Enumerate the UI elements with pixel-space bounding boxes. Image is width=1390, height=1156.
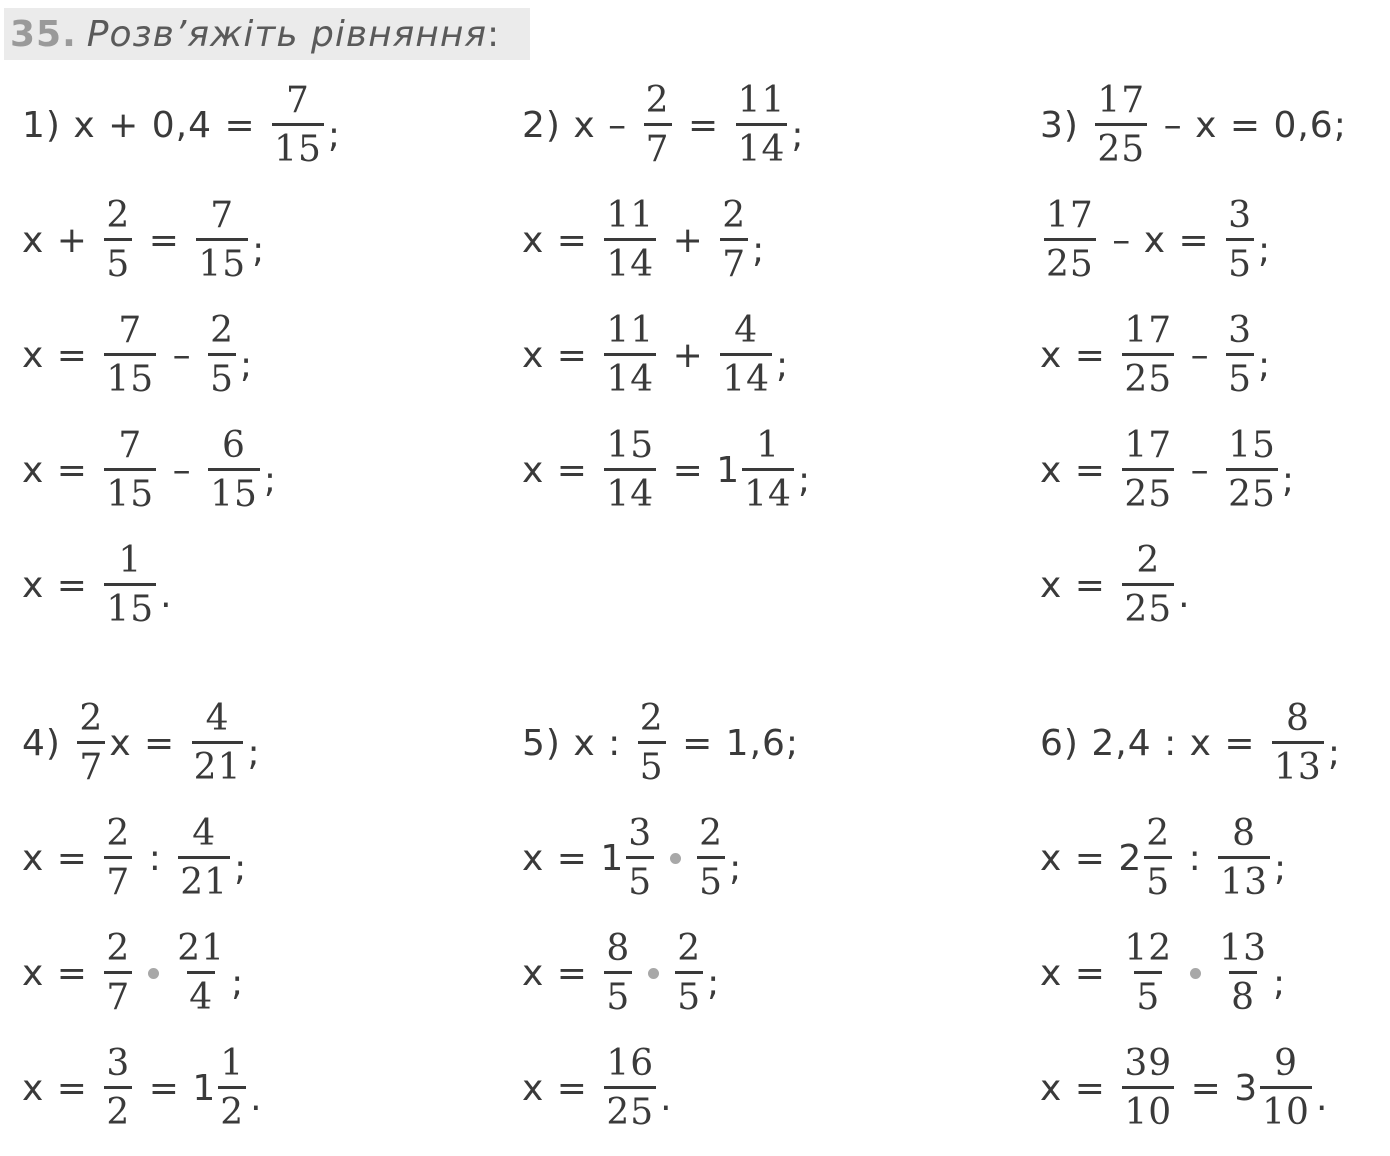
punctuation: . xyxy=(250,1078,263,1119)
fraction-numerator: 2 xyxy=(1146,812,1171,854)
fraction-numerator: 39 xyxy=(1124,1042,1173,1084)
punctuation: ; xyxy=(247,733,261,774)
fraction xyxy=(104,812,132,903)
fraction-denominator: 25 xyxy=(1122,468,1174,513)
equation-line xyxy=(522,310,789,400)
fraction-denominator: 15 xyxy=(208,468,260,513)
fraction-numerator: 15 xyxy=(606,424,655,466)
fraction-denominator: 13 xyxy=(1218,856,1270,901)
fraction-numerator: 8 xyxy=(1232,812,1257,854)
equation-text: 2) x – xyxy=(522,104,640,146)
fraction-numerator: 1 xyxy=(118,539,143,581)
fraction-numerator: 17 xyxy=(1124,424,1173,466)
fraction xyxy=(720,309,772,400)
punctuation: ; xyxy=(239,345,254,386)
fraction-denominator: 14 xyxy=(604,238,656,283)
punctuation: ; xyxy=(234,848,248,889)
fraction-numerator: 17 xyxy=(1124,309,1173,351)
fraction xyxy=(272,79,324,170)
fraction xyxy=(218,1042,246,1133)
fraction-denominator: 5 xyxy=(626,856,654,901)
fraction xyxy=(1122,927,1174,1018)
fraction-numerator: 7 xyxy=(118,309,143,351)
fraction-denominator: 10 xyxy=(1260,1086,1312,1131)
equation-line xyxy=(22,80,341,170)
fraction-denominator: 5 xyxy=(675,971,703,1016)
equation-text: x = xyxy=(109,722,188,764)
fraction xyxy=(1122,424,1174,515)
equation-text: 5) x : xyxy=(522,722,634,764)
equation-text: = xyxy=(136,1067,193,1109)
multiply-dot-icon xyxy=(148,968,159,979)
fraction xyxy=(104,424,156,515)
fraction-denominator: 8 xyxy=(1229,971,1257,1016)
punctuation: ; xyxy=(776,345,790,386)
punctuation: ; xyxy=(1327,733,1341,774)
fraction-numerator: 2 xyxy=(79,697,104,739)
fraction xyxy=(675,927,703,1018)
punctuation: ; xyxy=(1272,963,1287,1004)
fraction xyxy=(196,194,248,285)
punctuation: ; xyxy=(707,963,721,1004)
fraction xyxy=(1217,927,1269,1018)
equation-text: x = xyxy=(1040,1067,1119,1109)
fraction-numerator: 2 xyxy=(639,697,664,739)
exercise-colon: : xyxy=(487,13,501,55)
equation-line xyxy=(522,813,742,903)
equation-text: x = xyxy=(1040,952,1119,994)
fraction xyxy=(192,697,244,788)
fraction-denominator: 25 xyxy=(1122,583,1174,628)
equation-text: x = xyxy=(522,1067,601,1109)
fraction-denominator: 21 xyxy=(192,741,244,786)
equation-text: 4) xyxy=(22,722,74,764)
equation-text: = xyxy=(660,449,717,491)
fraction xyxy=(208,309,236,400)
equation-line xyxy=(522,928,720,1018)
mixed-number-whole: 3 xyxy=(1234,1067,1259,1109)
punctuation: . xyxy=(160,575,173,616)
equation-line xyxy=(22,813,247,903)
exercise-number: 35. xyxy=(10,13,77,55)
fraction-numerator: 2 xyxy=(722,194,747,236)
equation-text: x = xyxy=(22,952,101,994)
fraction xyxy=(736,79,788,170)
equation-text: x = xyxy=(22,449,101,491)
punctuation: ; xyxy=(263,460,278,501)
fraction xyxy=(1044,194,1096,285)
fraction-denominator: 14 xyxy=(604,353,656,398)
fraction-numerator: 17 xyxy=(1046,194,1094,236)
fraction-denominator: 7 xyxy=(77,741,105,786)
fraction xyxy=(1272,697,1324,788)
fraction-numerator: 11 xyxy=(606,309,655,351)
fraction-numerator: 2 xyxy=(210,309,234,351)
fraction-denominator: 14 xyxy=(720,353,772,398)
equation-line xyxy=(522,1043,673,1133)
fraction-denominator: 5 xyxy=(104,238,132,283)
equation-text: + xyxy=(660,334,717,376)
fraction-denominator: 25 xyxy=(1122,353,1174,398)
fraction-denominator: 5 xyxy=(1134,971,1162,1016)
fraction xyxy=(742,424,794,515)
fraction xyxy=(1144,812,1172,903)
equation-text: = xyxy=(136,219,193,261)
multiply-dot-icon xyxy=(670,853,681,864)
punctuation: ; xyxy=(1257,230,1272,271)
fraction-numerator: 15 xyxy=(1228,424,1276,466)
equation-line xyxy=(22,195,265,285)
equation-text: x = xyxy=(22,1067,101,1109)
fraction xyxy=(1260,1042,1312,1133)
fraction-numerator: 4 xyxy=(734,309,759,351)
fraction-denominator: 13 xyxy=(1272,741,1324,786)
fraction-denominator: 7 xyxy=(104,856,132,901)
equation-text: – xyxy=(1178,334,1223,376)
fraction xyxy=(604,309,656,400)
equation-line xyxy=(1040,195,1271,285)
fraction-denominator: 15 xyxy=(272,123,324,168)
fraction-denominator: 7 xyxy=(644,123,672,168)
fraction-numerator: 11 xyxy=(606,194,655,236)
equation-line xyxy=(1040,310,1271,400)
fraction-denominator: 5 xyxy=(1226,353,1254,398)
equation-text: = 1,6; xyxy=(669,722,800,764)
fraction xyxy=(604,194,656,285)
fraction xyxy=(1226,309,1254,400)
equation-line xyxy=(22,540,173,630)
equation-line xyxy=(22,1043,263,1133)
equation-text: x = xyxy=(1040,334,1119,376)
fraction-numerator: 8 xyxy=(606,927,631,969)
equation-text: x = xyxy=(1040,449,1119,491)
fraction-numerator: 3 xyxy=(106,1042,131,1084)
fraction-numerator: 2 xyxy=(699,812,724,854)
multiply-dot-icon xyxy=(648,968,659,979)
fraction xyxy=(720,194,748,285)
fraction-numerator: 2 xyxy=(645,79,670,121)
equation-text: – xyxy=(1178,449,1223,491)
equation-text: x = xyxy=(22,837,101,879)
punctuation: ; xyxy=(1281,460,1296,501)
fraction-numerator: 2 xyxy=(106,812,131,854)
fraction-denominator: 2 xyxy=(218,1086,246,1131)
mixed-number-whole: 1 xyxy=(600,837,625,879)
equation-text: x = xyxy=(522,334,601,376)
fraction-numerator: 13 xyxy=(1219,927,1267,969)
mixed-number-whole: 1 xyxy=(192,1067,217,1109)
fraction-denominator: 25 xyxy=(1226,468,1278,513)
exercise-instruction: Розв’яжіть рівняння xyxy=(86,13,488,55)
fraction-denominator: 5 xyxy=(1144,856,1172,901)
punctuation: . xyxy=(660,1078,673,1119)
equation-text: x = xyxy=(522,837,601,879)
fraction xyxy=(1122,539,1174,630)
fraction-numerator: 4 xyxy=(205,697,230,739)
fraction-numerator: 8 xyxy=(1285,697,1310,739)
equation-text: x = xyxy=(22,334,101,376)
fraction-numerator: 3 xyxy=(1228,309,1252,351)
equation-line xyxy=(22,310,253,400)
fraction-numerator: 7 xyxy=(118,424,143,466)
fraction xyxy=(104,194,132,285)
fraction-numerator: 6 xyxy=(222,424,246,466)
punctuation: ; xyxy=(1274,848,1288,889)
fraction xyxy=(208,424,260,515)
fraction-numerator: 2 xyxy=(677,927,702,969)
mixed-number-whole: 2 xyxy=(1118,837,1143,879)
fraction-numerator: 7 xyxy=(286,79,310,121)
fraction xyxy=(1122,309,1174,400)
punctuation: . xyxy=(1178,575,1191,616)
equation-line xyxy=(522,195,765,285)
equation-line xyxy=(1040,698,1341,788)
fraction-denominator: 7 xyxy=(104,971,132,1016)
equation-text: – xyxy=(160,334,205,376)
fraction-denominator: 21 xyxy=(178,856,230,901)
fraction-denominator: 14 xyxy=(736,123,788,168)
fraction-denominator: 7 xyxy=(720,238,748,283)
fraction xyxy=(175,927,227,1018)
fraction xyxy=(1218,812,1270,903)
equation-text: x = xyxy=(522,219,601,261)
equation-text: x = xyxy=(22,564,101,606)
fraction-denominator: 15 xyxy=(104,583,156,628)
equation-text: + xyxy=(660,219,717,261)
equation-line xyxy=(522,425,811,515)
punctuation: . xyxy=(1315,1078,1329,1119)
fraction xyxy=(604,927,632,1018)
fraction xyxy=(104,1042,132,1133)
fraction-denominator: 10 xyxy=(1122,1086,1174,1131)
fraction-numerator: 7 xyxy=(210,194,235,236)
equation-text: 1) x + 0,4 = xyxy=(22,104,269,146)
fraction xyxy=(638,697,666,788)
equation-text: x = xyxy=(1040,564,1119,606)
punctuation: ; xyxy=(231,963,245,1004)
fraction xyxy=(1095,79,1147,170)
equation-line xyxy=(1040,80,1347,170)
fraction-numerator: 2 xyxy=(106,927,131,969)
fraction-numerator: 3 xyxy=(628,812,653,854)
fraction-denominator: 5 xyxy=(697,856,725,901)
equation-line xyxy=(1040,540,1191,630)
equation-line xyxy=(22,928,244,1018)
equation-line xyxy=(1040,425,1295,515)
fraction-numerator: 16 xyxy=(606,1042,655,1084)
fraction xyxy=(626,812,654,903)
equation-text: x + xyxy=(22,219,101,261)
fraction-numerator: 4 xyxy=(192,812,217,854)
equation-line xyxy=(522,80,805,170)
fraction-denominator: 5 xyxy=(604,971,632,1016)
equation-line xyxy=(1040,928,1286,1018)
fraction-numerator: 17 xyxy=(1097,79,1146,121)
fraction xyxy=(604,424,656,515)
fraction-numerator: 3 xyxy=(1228,194,1252,236)
fraction-numerator: 2 xyxy=(106,194,131,236)
fraction-denominator: 15 xyxy=(196,238,248,283)
equation-text: x = xyxy=(1040,837,1119,879)
equation-text: = xyxy=(1178,1067,1235,1109)
punctuation: ; xyxy=(1257,345,1272,386)
fraction-numerator: 1 xyxy=(220,1042,245,1084)
equation-text: : xyxy=(136,837,175,879)
punctuation: ; xyxy=(729,848,743,889)
equation-text: – x = 0,6; xyxy=(1151,104,1347,146)
equation-line xyxy=(522,698,799,788)
punctuation: ; xyxy=(797,460,812,501)
punctuation: ; xyxy=(752,230,766,271)
equation-text: : xyxy=(1176,837,1215,879)
equation-text: 6) 2,4 : x = xyxy=(1040,722,1269,764)
fraction xyxy=(1226,424,1278,515)
fraction-numerator: 12 xyxy=(1124,927,1173,969)
equation-text: = xyxy=(675,104,732,146)
fraction xyxy=(604,1042,656,1133)
fraction-denominator: 4 xyxy=(187,971,215,1016)
equation-text: x = xyxy=(522,952,601,994)
equation-text: – xyxy=(160,449,205,491)
fraction xyxy=(104,539,156,630)
fraction xyxy=(697,812,725,903)
fraction-denominator: 5 xyxy=(1226,238,1254,283)
fraction-denominator: 25 xyxy=(1044,238,1096,283)
punctuation: ; xyxy=(791,115,805,156)
fraction-denominator: 25 xyxy=(1095,123,1147,168)
fraction xyxy=(178,812,230,903)
fraction-denominator: 2 xyxy=(104,1086,132,1131)
fraction-numerator: 2 xyxy=(1136,539,1161,581)
mixed-number-whole: 1 xyxy=(716,449,741,491)
fraction-denominator: 15 xyxy=(104,468,156,513)
fraction xyxy=(77,697,105,788)
equation-text: 3) xyxy=(1040,104,1092,146)
equation-line xyxy=(1040,813,1287,903)
equation-text: x = xyxy=(522,449,601,491)
fraction-numerator: 11 xyxy=(737,79,786,121)
fraction xyxy=(104,927,132,1018)
fraction-denominator: 25 xyxy=(604,1086,656,1131)
equation-line xyxy=(22,425,277,515)
fraction xyxy=(1122,1042,1174,1133)
equation-line xyxy=(1040,1043,1328,1133)
fraction-numerator: 21 xyxy=(177,927,226,969)
equation-line xyxy=(22,698,261,788)
fraction xyxy=(1226,194,1254,285)
fraction-denominator: 15 xyxy=(104,353,156,398)
fraction-denominator: 14 xyxy=(604,468,656,513)
exercise-heading xyxy=(4,8,530,60)
fraction-denominator: 5 xyxy=(638,741,666,786)
equation-text: – x = xyxy=(1099,219,1223,261)
fraction-numerator: 1 xyxy=(756,424,780,466)
fraction-denominator: 5 xyxy=(208,353,236,398)
fraction xyxy=(104,309,156,400)
fraction-denominator: 14 xyxy=(742,468,794,513)
fraction xyxy=(644,79,672,170)
multiply-dot-icon xyxy=(1190,968,1201,979)
fraction-numerator: 9 xyxy=(1274,1042,1298,1084)
punctuation: ; xyxy=(327,115,342,156)
punctuation: ; xyxy=(252,230,266,271)
